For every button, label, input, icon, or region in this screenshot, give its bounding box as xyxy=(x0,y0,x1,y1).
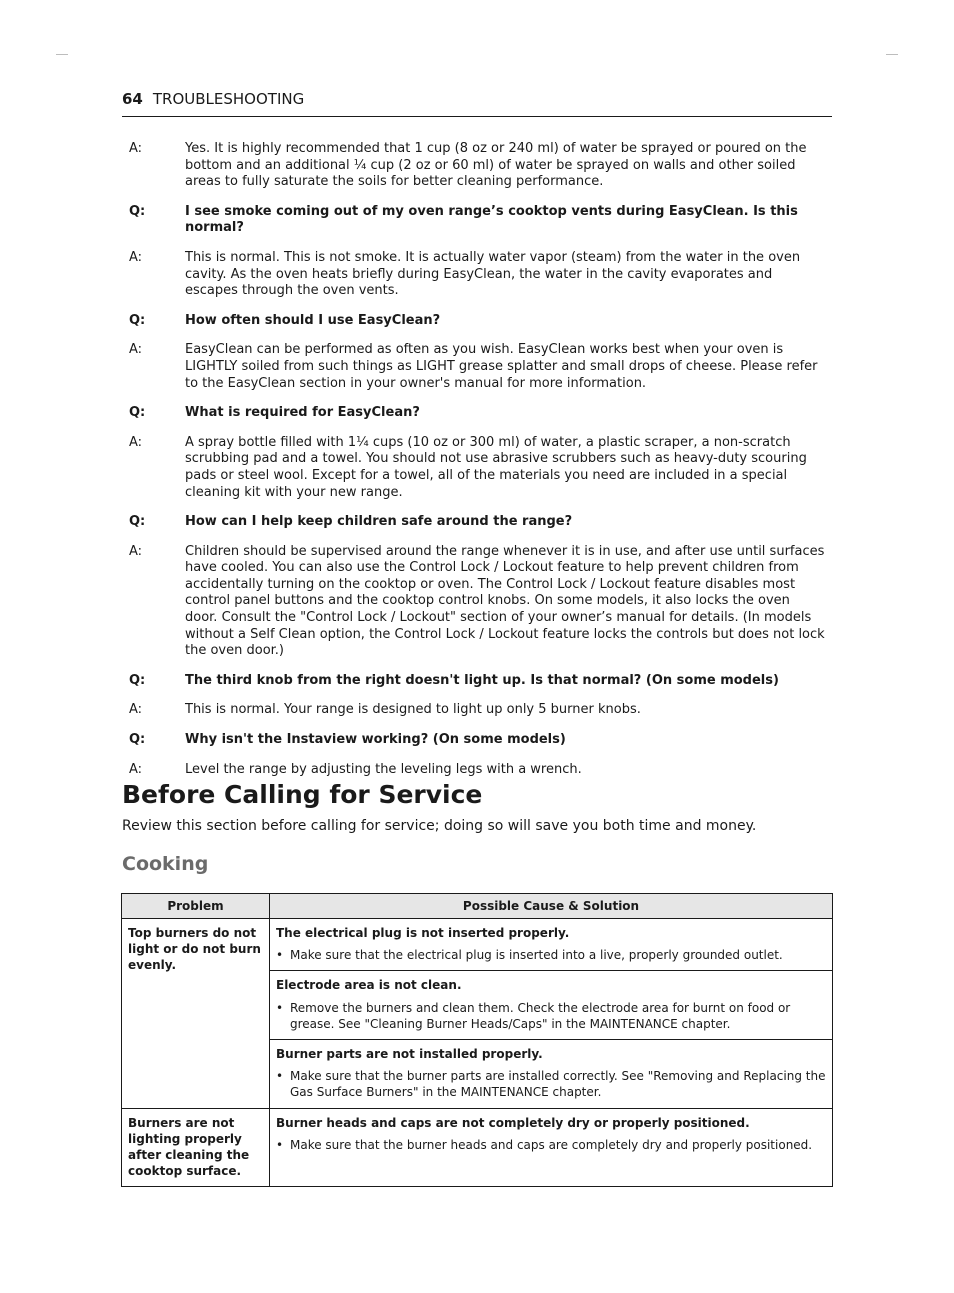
crop-mark-left xyxy=(56,54,68,55)
table-header-row xyxy=(122,894,833,919)
faq-tag: A: xyxy=(129,434,143,450)
problem-column-header: Problem xyxy=(122,894,270,919)
faq-text: I see smoke coming out of my oven range’s cooktop vents during EasyClean. Is this normal? xyxy=(185,203,798,236)
cause-cell xyxy=(270,1040,833,1109)
cause-cell xyxy=(270,1108,833,1187)
solution-text: Remove the burners and clean them. Check the electrode area for burnt on food or grease. See "Cleaning Burner Heads/Caps" in the MAINTENANCE chapter. xyxy=(290,1000,791,1031)
faq-tag: A: xyxy=(129,543,143,559)
bullet: • xyxy=(276,1069,284,1084)
faq-text: Why isn't the Instaview working? (On some models) xyxy=(185,732,566,748)
faq-item xyxy=(129,435,825,501)
faq-item xyxy=(129,762,825,779)
troubleshooting-table xyxy=(121,893,833,1187)
subsection-heading: Cooking xyxy=(122,853,209,875)
faq-text: EasyClean can be performed as often as you wish. EasyClean works best when your oven is LIGHTLY soiled from such things as LIGHT grease splatter and small drops of cheese. Please refer to the EasyClean section in your owner's manual for more information. xyxy=(185,342,818,391)
faq-item xyxy=(129,544,825,660)
cause-text: Electrode area is not clean. xyxy=(276,978,462,993)
faq-list xyxy=(129,141,825,791)
bullet: • xyxy=(276,1137,284,1152)
faq-text: This is normal. Your range is designed to light up only 5 burner knobs. xyxy=(185,702,641,718)
faq-tag: Q: xyxy=(129,312,146,328)
table-row xyxy=(122,919,833,971)
faq-item xyxy=(129,673,825,690)
problem-cell: Burners are not lighting properly after cleaning the cooktop surface. xyxy=(122,1108,270,1187)
cause-text: Burner heads and caps are not completely dry or properly positioned. xyxy=(276,1115,750,1130)
faq-item xyxy=(129,141,825,191)
cause-text: Burner parts are not installed properly. xyxy=(276,1047,543,1062)
cause-cell xyxy=(270,971,833,1040)
faq-item xyxy=(129,313,825,330)
solution-item xyxy=(276,947,826,963)
page-header xyxy=(122,88,832,117)
solution-text: Make sure that the burner parts are installed correctly. See "Removing and Replacing the Gas Surface Burners" in the MAINTENANCE chapter. xyxy=(290,1069,826,1100)
faq-tag: A: xyxy=(129,249,143,265)
section-heading: Before Calling for Service xyxy=(122,780,483,809)
problem-cell: Top burners do not light or do not burn evenly. xyxy=(122,919,270,1109)
solution-item xyxy=(276,1000,826,1032)
cause-column-header: Possible Cause & Solution xyxy=(270,894,833,919)
solution-text: Make sure that the burner heads and caps are completely dry and properly positioned. xyxy=(290,1137,813,1152)
table-row xyxy=(122,1108,833,1187)
faq-item xyxy=(129,514,825,531)
section-title: TROUBLESHOOTING xyxy=(152,90,305,108)
faq-tag: Q: xyxy=(129,203,146,219)
faq-text: Level the range by adjusting the leveling legs with a wrench. xyxy=(185,761,582,777)
solution-item xyxy=(276,1137,826,1153)
cause-cell xyxy=(270,919,833,971)
faq-item xyxy=(129,702,825,719)
section-intro: Review this section before calling for service; doing so will save you both time and money. xyxy=(122,818,757,834)
faq-item xyxy=(129,250,825,300)
faq-tag: A: xyxy=(129,702,143,718)
faq-item xyxy=(129,204,825,237)
faq-text: What is required for EasyClean? xyxy=(185,405,420,421)
faq-text: The third knob from the right doesn't light up. Is that normal? (On some models) xyxy=(185,672,779,688)
crop-mark-right xyxy=(886,54,898,55)
faq-tag: A: xyxy=(129,761,143,777)
faq-item xyxy=(129,732,825,749)
faq-text: Children should be supervised around the range whenever it is in use, and after use until surfaces have cooled. You can also use the Control Lock / Lockout feature to help prevent children from accidentally turning on the cooktop or oven. The Control Lock / Lockout feature disables most control panel buttons and the cooktop control knobs. On some models, it also locks the oven door. Consult the "Control Lock / Lockout" section of your owner’s manual for details. (In models without a Self Clean option, the Control Lock / Lockout feature locks the controls but does not lock the oven door.) xyxy=(185,543,825,659)
faq-tag: A: xyxy=(129,342,143,358)
faq-tag: Q: xyxy=(129,514,146,530)
cause-text: The electrical plug is not inserted properly. xyxy=(276,926,570,940)
faq-item xyxy=(129,342,825,392)
faq-text: How often should I use EasyClean? xyxy=(185,312,441,328)
faq-item xyxy=(129,405,825,422)
faq-text: Yes. It is highly recommended that 1 cup (8 oz or 240 ml) of water be sprayed or poured on the bottom and an additional ¼ cup (2 oz or 60 ml) of water be sprayed on walls and other soiled areas to fully saturate the soils for better cleaning performance. xyxy=(185,141,807,190)
bullet: • xyxy=(276,1000,284,1015)
solution-item xyxy=(276,1068,826,1100)
solution-text: Make sure that the electrical plug is inserted into a live, properly grounded outlet. xyxy=(290,948,783,963)
faq-tag: Q: xyxy=(129,405,146,421)
faq-tag: Q: xyxy=(129,732,146,748)
faq-text: This is normal. This is not smoke. It is actually water vapor (steam) from the water in the oven cavity. As the oven heats briefly during EasyClean, the water in the cavity evaporates and escapes through the oven vents. xyxy=(185,249,801,299)
page-number: 64 xyxy=(122,90,143,108)
faq-text: How can I help keep children safe around the range? xyxy=(185,514,573,530)
faq-text: A spray bottle filled with 1¼ cups (10 oz or 300 ml) of water, a plastic scraper, a non-scratch scrubbing pad and a towel. You should not use abrasive scrubbers such as heavy-duty scouring pads or steel wool. Except for a towel, all of the materials you need are included in a special cleaning kit with your new range. xyxy=(185,434,807,500)
faq-tag: A: xyxy=(129,141,143,156)
bullet: • xyxy=(276,948,284,963)
faq-tag: Q: xyxy=(129,672,146,688)
